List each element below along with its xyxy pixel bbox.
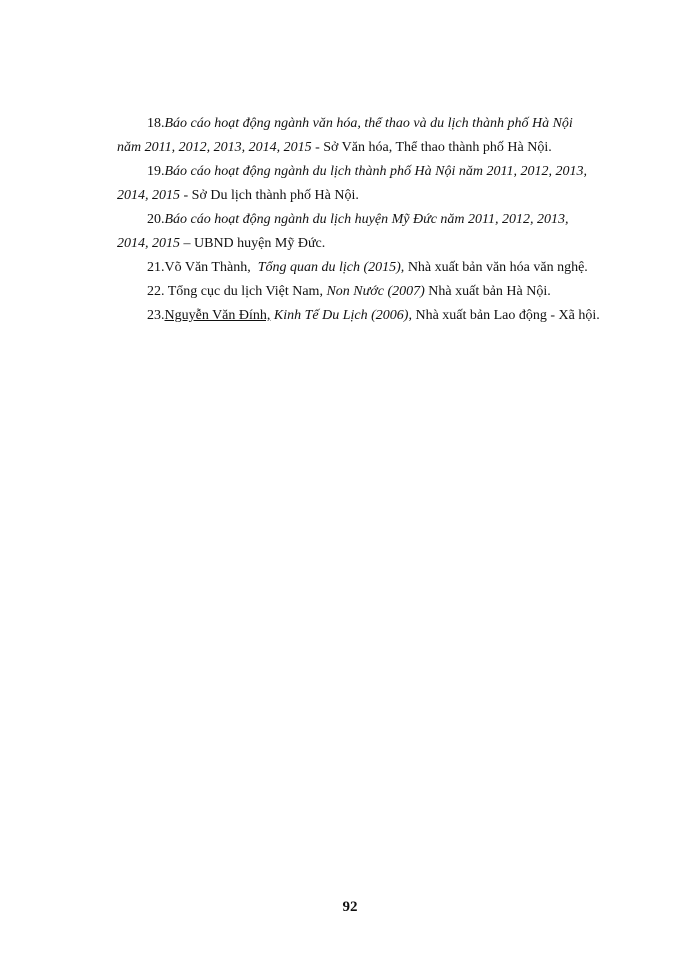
reference-publisher: Nhà xuất bản văn hóa văn nghệ. bbox=[404, 260, 588, 275]
reference-source: - Sở Văn hóa, Thể thao thành phố Hà Nội. bbox=[311, 140, 552, 155]
reference-number: 20. bbox=[147, 212, 165, 227]
reference-publisher: Nhà xuất bản Lao động - Xã hội. bbox=[411, 308, 600, 323]
reference-item-21 bbox=[117, 256, 637, 280]
reference-title: Kinh Tế Du Lịch (2006), bbox=[273, 308, 412, 323]
reference-list bbox=[117, 112, 637, 328]
reference-title: Báo cáo hoạt động ngành du lịch huyện Mỹ Đức năm 2011, 2012, 2013, bbox=[164, 212, 569, 227]
page-number: 92 bbox=[342, 899, 358, 915]
reference-number: 22. bbox=[147, 284, 165, 299]
reference-number: 21. bbox=[147, 260, 165, 275]
reference-item-20 bbox=[117, 208, 637, 256]
reference-title: Non Nước (2007) bbox=[326, 284, 425, 299]
reference-title: Báo cáo hoạt động ngành du lịch thành phố Hà Nội năm 2011, 2012, 2013, bbox=[164, 164, 587, 179]
reference-title-continued: 2014, 2015 bbox=[117, 236, 180, 251]
reference-source: - Sở Du lịch thành phố Hà Nội. bbox=[180, 188, 359, 203]
reference-source: – UBND huyện Mỹ Đức. bbox=[180, 236, 326, 251]
reference-publisher: Nhà xuất bản Hà Nội. bbox=[424, 284, 551, 299]
reference-number: 19. bbox=[147, 164, 165, 179]
reference-item-18 bbox=[117, 112, 637, 160]
reference-author: Nguyễn Văn Đính, bbox=[164, 308, 271, 323]
reference-item-19 bbox=[117, 160, 637, 208]
reference-number: 23. bbox=[147, 308, 165, 323]
reference-title: Báo cáo hoạt động ngành văn hóa, thể thao và du lịch thành phố Hà Nội bbox=[164, 116, 573, 131]
reference-author: Võ Văn Thành, bbox=[164, 260, 251, 275]
reference-item-23 bbox=[117, 304, 637, 328]
reference-number: 18. bbox=[147, 116, 165, 131]
reference-title-continued: 2014, 2015 bbox=[117, 188, 180, 203]
reference-title: Tổng quan du lịch (2015), bbox=[257, 260, 405, 275]
reference-author: Tổng cục du lịch Việt Nam, bbox=[164, 284, 323, 299]
reference-title-continued: năm 2011, 2012, 2013, 2014, 2015 bbox=[117, 140, 312, 155]
reference-item-22 bbox=[117, 280, 637, 304]
